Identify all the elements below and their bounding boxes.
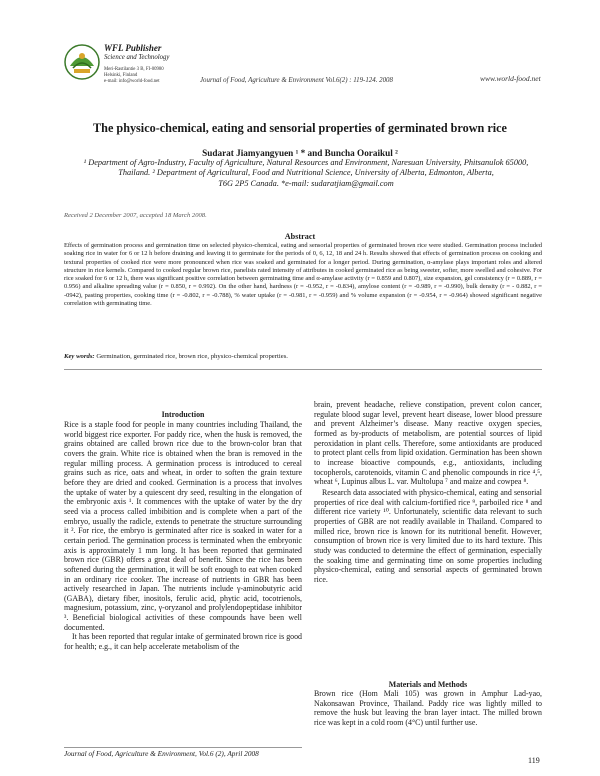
footer-citation: Journal of Food, Agriculture & Environment, Vol.6 (2), April 2008 bbox=[64, 749, 259, 758]
affiliation-line-2: T6G 2P5 Canada. *e-mail: sudaratjiam@gmail.com bbox=[218, 178, 394, 188]
publisher-sub: Science and Technology bbox=[104, 54, 170, 61]
address-line-3: e-mail: info@world-food.net bbox=[104, 79, 160, 85]
affiliations bbox=[72, 158, 540, 189]
affiliation-line-1: ¹ Department of Agro-Industry, Faculty of Agriculture, Natural Resources and Environment, Naresuan University, Phitsanulok 65000, Thailand. ² Department of Agricultural, Food and Nutritional Science, University of Alberta, Edmonton, Alberta, bbox=[83, 158, 529, 178]
introduction-heading: Introduction bbox=[161, 410, 205, 419]
address-line-2: Helsinki, Finland bbox=[104, 73, 138, 79]
publisher-address bbox=[104, 67, 164, 86]
right-paragraph-1: brain, prevent headache, relieve constipation, prevent colon cancer, regulate blood sugar level, prevent heart disease, lower blood pressure and prevent Alzheimer’s disease. Many reactive oxygen species, formed as by-products of metabolism, are potential sources of lipid peroxidation in plant cells. Therefore, some antioxidants are produced to protect plant cells from lipid oxidation. Germination has been shown to increase bioactive compounds, e.g., antioxidants, including tocopherols, carotenoids, vitamin C and phenolic compounds in rice ⁴,⁵, wheat ⁶, Lupinus albus L. var. Multolupa ⁷ and maize and cowpea ⁸. bbox=[314, 400, 542, 487]
journal-citation: Journal of Food, Agriculture & Environment Vol.6(2) : 119-124. 2008 bbox=[200, 77, 393, 84]
abstract-divider bbox=[64, 369, 542, 370]
intro-paragraph-2: It has been reported that regular intake of germinated brown rice is good for health; e.g., it can help accelerate metabolism of the bbox=[64, 632, 302, 652]
keywords-list: Germination, germinated rice, brown rice, physico-chemical properties. bbox=[94, 353, 288, 360]
right-paragraph-2: Research data associated with physico-chemical, eating and sensorial properties of rice deal with calcium-fortified rice ⁹, parboiled rice ⁸ and different rice variety ¹⁰. Unfortunately, scientific data relevant to such properties of GBR are not readily available in Thailand. Compared to milled rice, brown rice is known for its nutritional benefit. However, consumption of brown rice is very limited due to its hard texture. This study was conducted to determine the effect of germination, especially the soaking time and germinating time on some properties including physico-chemical, eating and sensorial aspects of germinated brown rice. bbox=[314, 487, 542, 584]
paper-authors: Sudarat Jiamyangyuen ¹ * and Buncha Ooraikul ² bbox=[202, 148, 398, 158]
intro-paragraph-1: Rice is a staple food for people in many countries including Thailand, the world biggest rice exporter. For paddy rice, when the husk is removed, the grains obtained are called brown rice due to the brown-color bran that covers the grain. White rice is obtained when the bran is removed in the regular milling process. A germination process is introduced to cereal grains such as rice, oats and wheat, in order to soften the grain texture before they are dried and cooked. Germination is a process that involves the uptake of water by a quiescent dry seed, resulting in the elongation of the embryonic axis ¹. It commences with the uptake of water by the dry seed via a process called imbibition and is complete when a part of the embryo, usually the radicle, extends to penetrate the structure surrounding it ². For rice, the embryo is germinated after rice is soaked in water for a certain period. The germination process is terminated when the embryonic axis is approximately 1 mm long. It has been reported that germinated brown rice (GBR) offers a great deal of benefit. Since the rice has been softened during the germination, it will be soft enough to eat when cooked in an ordinary rice cooker. The increase of nutrients in GBR has been actively researched in Japan. The nutrients include γ-aminobutyric acid (GABA), dietary fiber, inositols, ferulic acid, phytic acid, tocotrienols, magnesium, potassium, zinc, γ-oryzanol and prolylendopeptidase inhibitor ³. Beneficial biological activities of these compounds have been well documented. bbox=[64, 420, 302, 632]
address-line-1: Meri-Rastilantie 3 B, FI-00980 bbox=[104, 67, 164, 72]
paper-title: The physico-chemical, eating and sensorial properties of germinated brown rice bbox=[93, 121, 507, 135]
wfl-logo bbox=[64, 44, 100, 80]
received-date: Received 2 December 2007, accepted 18 March 2008. bbox=[64, 212, 207, 219]
left-column bbox=[64, 420, 302, 652]
journal-website: www.world-food.net bbox=[480, 74, 541, 83]
keywords bbox=[64, 353, 288, 360]
abstract-heading: Abstract bbox=[284, 232, 316, 241]
keywords-label: Key words: bbox=[64, 353, 95, 360]
publisher-block bbox=[104, 44, 169, 62]
page-number: 119 bbox=[528, 756, 540, 765]
methods-heading: Materials and Methods bbox=[388, 680, 468, 689]
footer-divider bbox=[64, 747, 302, 748]
methods-paragraph-1: Brown rice (Hom Mali 105) was grown in Amphur Lad-yao, Nakonsawan Province, Thailand. Paddy rice was lightly milled to remove the husk but leaving the bran layer intact. The milled brown rice was kept in a cold room (4°C) until further use. bbox=[314, 689, 542, 727]
right-column bbox=[314, 400, 542, 584]
abstract-text: Effects of germination process and germination time on selected physico-chemical, eating and sensorial properties of germinated brown rice were studied. Germination process included soaking rice in water for 6 or 12 h before draining and leaving it to germinate for the periods of 0, 6, 12, 18 and 24 h. Results showed that effects of germination process on cooking and textural properties of cooked rice were more pronounced when rice was soaked and germinated for a longer period. During germination, α-amylase plays important roles and altered structure in rice kernels. Compared to cooked regular brown rice, panelists rated intensity of attributes in cooked germinated rice as being sweeter, softer, more swelled and cohesive. For rice soaked for 6 or 12 h, there was significant positive correlation between germinating time and α-amylase activity (r = 0.859 and 0.807), size expansion, gel consistency (r = 0.889, r = 0.956) and alkaline spreading value (r = 0.850, r = 0.992). On the other hand, hardness (r = -0.952, r = -0.834), amylose content (r = -0.989, r = -0.990), bulk density (r = - 0.882, r = -0942), pasting properties, cooking time (r = -0.802, r = -0.788), % water uptake (r = -0.981, r = -0.959) and % volume expansion (r = -0.954, r = -0.964) showed significant negative correlation with germinating time. bbox=[64, 242, 542, 307]
methods-body bbox=[314, 689, 542, 728]
publisher-name: WFL Publisher bbox=[104, 43, 162, 53]
